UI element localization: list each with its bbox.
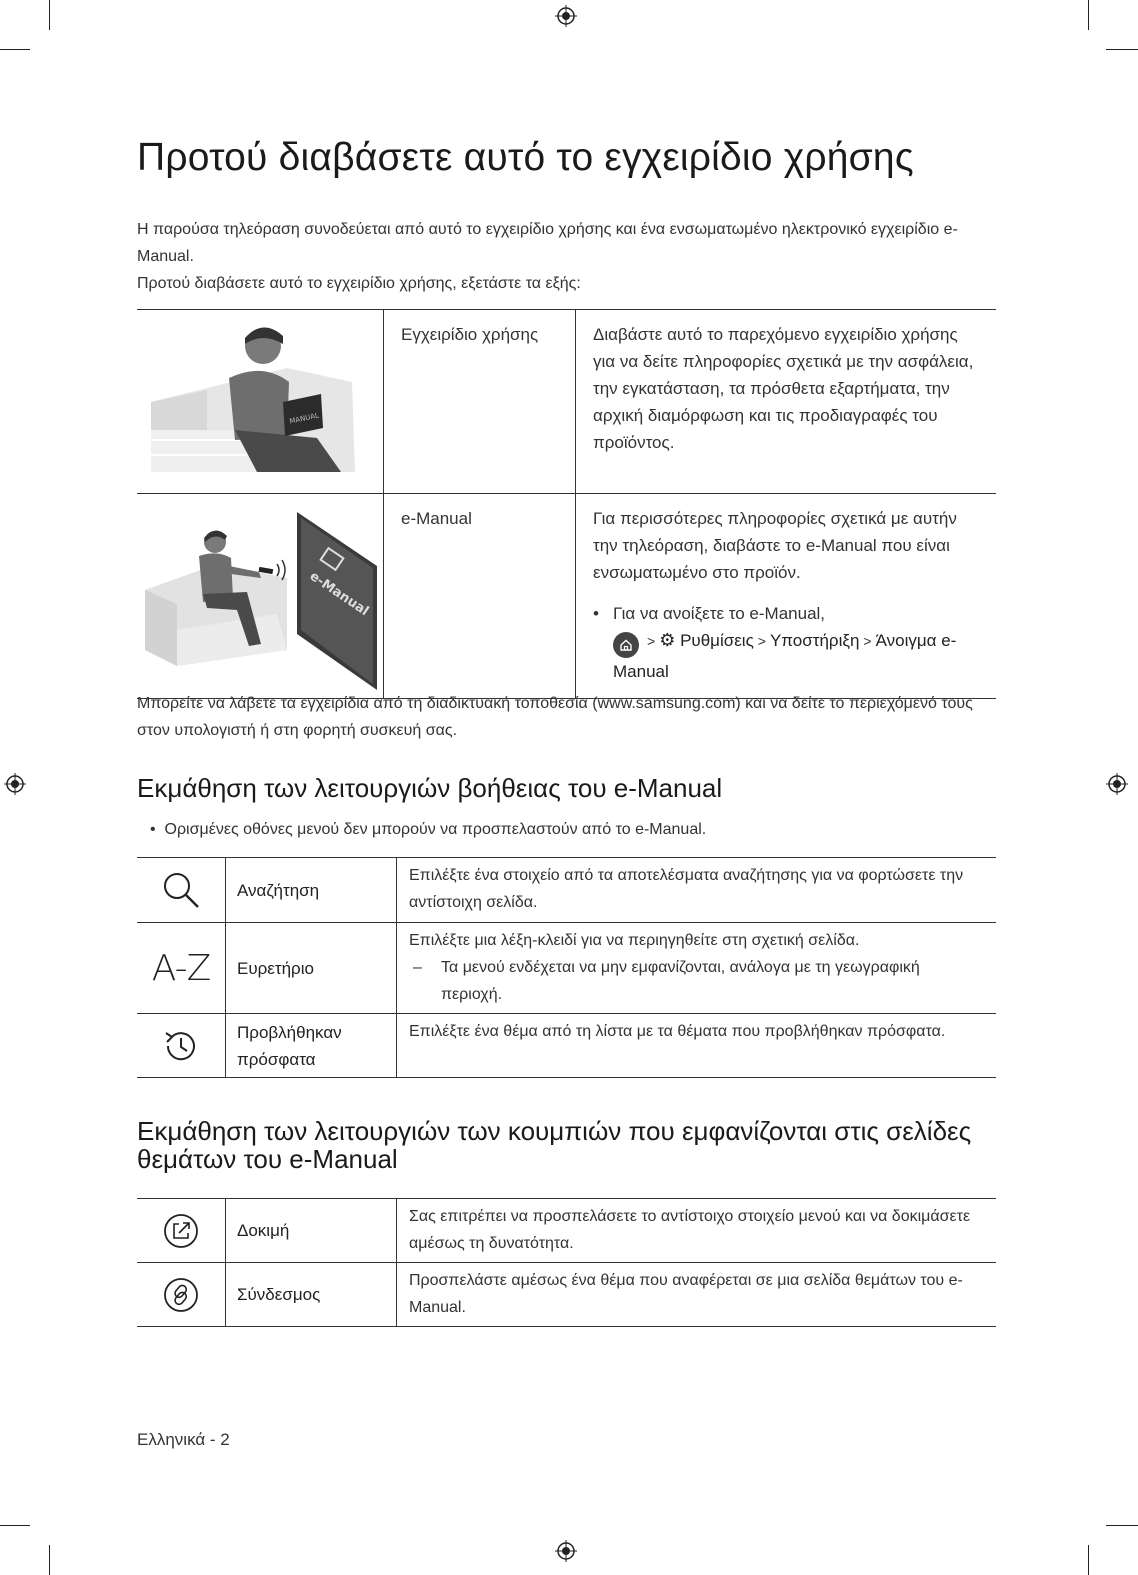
crop-mark: [0, 49, 30, 50]
registration-mark-icon: [555, 5, 577, 27]
person-watching-tv-image: [137, 494, 383, 690]
bullet-text: Ορισμένες οθόνες μενού δεν μπορούν να προσπελαστούν από το e-Manual.: [164, 821, 707, 838]
intro-paragraph: Προτού διαβάσετε αυτό το εγχειρίδιο χρήσης, εξετάστε τα εξής:: [137, 275, 581, 292]
search-icon: [137, 858, 226, 922]
note-text: Τα μενού ενδέχεται να μην εμφανίζονται, ανάλογα με τη γεωγραφική περιοχή.: [441, 959, 920, 1003]
history-icon: [137, 1014, 226, 1077]
function-description-cell: [397, 923, 996, 1013]
user-manual-illustration: [137, 310, 384, 494]
crop-mark: [1106, 49, 1138, 50]
try-now-icon: [137, 1199, 226, 1262]
path-item: Άνοιγμα e-Manual: [613, 631, 957, 681]
manual-description-cell: [576, 494, 997, 699]
dash-icon: –: [413, 959, 422, 976]
button-description: Σας επιτρέπει να προσπελάσετε το αντίστοιχο στοιχείο μενού και να δοκιμάσετε αμέσως τη δυνατότητα.: [409, 1208, 971, 1252]
button-name: Σύνδεσμος: [226, 1263, 397, 1326]
function-description: Επιλέξτε μια λέξη-κλειδί για να περιηγηθείτε στη σχετική σελίδα.: [409, 932, 860, 949]
chevron-right-icon: >: [647, 633, 656, 649]
link-icon: [137, 1263, 226, 1326]
help-bullet: [150, 818, 706, 842]
home-icon: [613, 632, 639, 658]
manuals-table: [137, 309, 996, 699]
menu-path: [613, 627, 984, 685]
function-name: Αναζήτηση: [226, 858, 397, 922]
manual-description: Διαβάστε αυτό το παρεχόμενο εγχειρίδιο χρήσης για να δείτε πληροφορίες σχετικά με την ασφάλεια, την εγκατάσταση, τα πρόσθετα εξαρτήματα, την αρχική διαμόρφωση και τις προδιαγραφές του προϊόντος.: [576, 310, 997, 494]
button-functions-table: [137, 1198, 996, 1327]
crop-mark: [49, 0, 50, 30]
function-note: [409, 954, 984, 1008]
help-functions-table: [137, 857, 996, 1078]
download-note: Μπορείτε να λάβετε τα εγχειρίδια από τη διαδικτυακή τοποθεσία (www.samsung.com) και να δείτε το περιεχόμενό τους στον υπολογιστή ή στη φορητή συσκευή σας.: [137, 695, 973, 739]
registration-mark-icon: [1106, 773, 1128, 795]
path-item: Υποστήριξη: [769, 631, 860, 650]
function-description: Επιλέξτε ένα στοιχείο από τα αποτελέσματα αναζήτησης για να φορτώσετε την αντίστοιχη σελίδα.: [409, 867, 964, 911]
open-e-manual-instruction: [593, 600, 984, 685]
e-manual-illustration: [137, 494, 384, 699]
bullet-icon: •: [593, 604, 599, 623]
section-heading: Εκμάθηση των λειτουργιών των κουμπιών που εμφανίζονται στις σελίδες θεμάτων του e-Manual: [137, 1116, 972, 1174]
manual-book-label: ΜΑΝUAL: [288, 411, 320, 426]
manual-name: e-Manual: [384, 494, 576, 699]
intro-text: [137, 216, 997, 297]
table-row: [137, 1014, 996, 1078]
manual-name: Εγχειρίδιο χρήσης: [384, 310, 576, 494]
person-reading-manual-image: [137, 310, 383, 485]
table-row: [137, 1263, 996, 1327]
function-description: Επιλέξτε ένα θέμα από τη λίστα με τα θέματα που προβλήθηκαν πρόσφατα.: [409, 1023, 946, 1040]
page-footer: Ελληνικά - 2: [137, 1430, 230, 1449]
section-heading: Εκμάθηση των λειτουργιών βοήθειας του e-Manual: [137, 773, 723, 803]
table-row: [137, 494, 996, 699]
crop-mark: [49, 1545, 50, 1575]
path-item: Ρυθμίσεις: [680, 631, 754, 650]
page-title: Προτού διαβάσετε αυτό το εγχειρίδιο χρήσης: [137, 136, 914, 179]
crop-mark: [1088, 0, 1089, 30]
table-row: [137, 310, 996, 494]
function-name: Προβλήθηκαν πρόσφατα: [226, 1014, 397, 1077]
crop-mark: [0, 1525, 30, 1526]
table-row: [137, 923, 996, 1014]
function-name: Ευρετήριο: [226, 923, 397, 1013]
manual-description: Για περισσότερες πληροφορίες σχετικά με αυτήν την τηλεόραση, διαβάστε το e-Manual που είναι ενσωματωμένο στο προϊόν.: [593, 509, 957, 582]
tv-screen-label: e-Manual: [306, 568, 372, 620]
registration-mark-icon: [4, 773, 26, 795]
settings-icon: ⚙: [659, 630, 676, 650]
instruction-text: Για να ανοίξετε το e-Manual,: [613, 604, 826, 623]
bullet-icon: •: [150, 821, 156, 838]
table-row: [137, 1199, 996, 1263]
button-name: Δοκιμή: [226, 1199, 397, 1262]
crop-mark: [1088, 1545, 1089, 1575]
chevron-right-icon: >: [757, 633, 766, 649]
button-description: Προσπελάστε αμέσως ένα θέμα που αναφέρεται σε μια σελίδα θεμάτων του e-Manual.: [409, 1272, 963, 1316]
az-index-icon: A-Z: [137, 923, 226, 1013]
chevron-right-icon: >: [863, 633, 872, 649]
crop-mark: [1106, 1525, 1138, 1526]
intro-paragraph: Η παρούσα τηλεόραση συνοδεύεται από αυτό το εγχειρίδιο χρήσης και ένα ενσωματωμένο ηλεκτρονικό εγχειρίδιο e-Manual.: [137, 221, 958, 265]
registration-mark-icon: [555, 1540, 577, 1562]
table-row: [137, 858, 996, 923]
